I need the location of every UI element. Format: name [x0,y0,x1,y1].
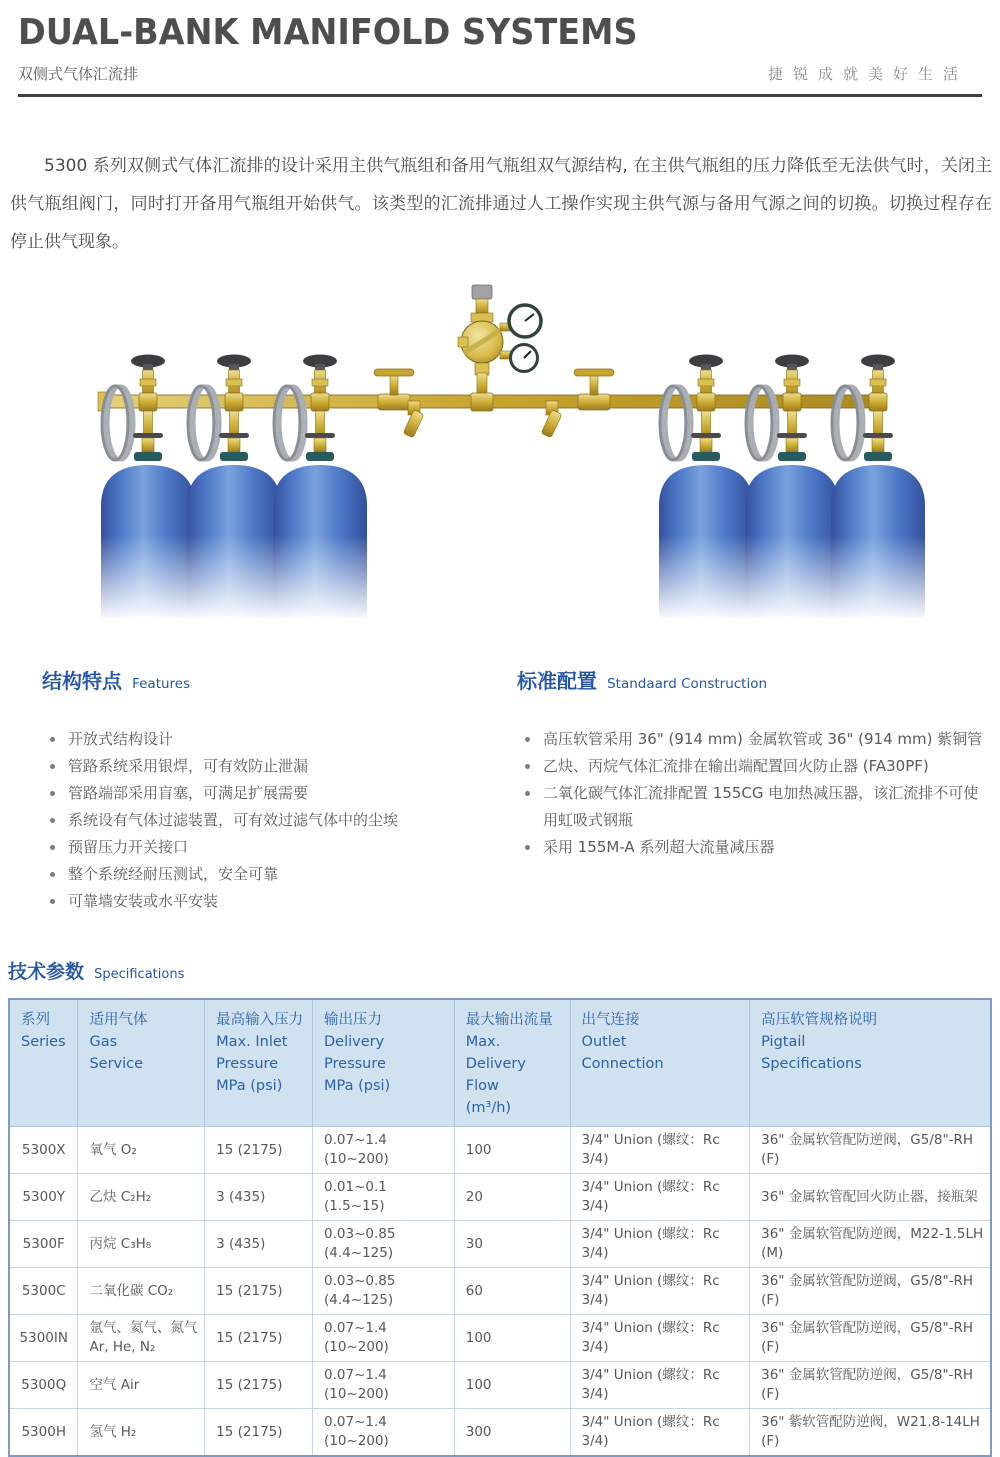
cell-flow: 300 [454,1409,570,1457]
feature-item: 预留压力开关接口 [42,834,482,861]
cell-pigtail: 36" 金属软管配防逆阀，G5/8"-RH (F) [750,1268,991,1315]
features-list [42,726,482,915]
cell-outlet: 3/4" Union (螺纹：Rc 3/4) [570,1409,750,1457]
specs-title-cn: 技术参数 [8,961,85,983]
features-title-cn: 结构特点 [42,669,122,693]
cell-delivery-pressure: 0.03~0.85 (4.4~125) [313,1268,455,1315]
cell-delivery-pressure: 0.03~0.85 (4.4~125) [313,1221,455,1268]
table-header-cell: 最大输出流量 Max. Delivery Flow (m³/h) [454,999,570,1127]
table-row [9,1221,991,1268]
cell-outlet: 3/4" Union (螺纹：Rc 3/4) [570,1268,750,1315]
cell-pigtail: 36" 金属软管配防逆阀，G5/8"-RH (F) [750,1362,991,1409]
feature-item: 开放式结构设计 [42,726,482,753]
brand-slogan: 捷锐成就美好生活 [767,65,968,83]
table-row [9,1409,991,1457]
standard-section [517,665,987,915]
cell-series: 5300X [9,1127,78,1174]
cell-inlet-pressure: 3 (435) [205,1221,313,1268]
cell-flow: 20 [454,1174,570,1221]
cell-delivery-pressure: 0.07~1.4 (10~200) [313,1362,455,1409]
table-header-cell: 高压软管规格说明 Pigtail Specifications [750,999,991,1127]
standard-title-en: Standaard Construction [607,676,768,692]
standard-title [517,665,987,694]
cell-series: 5300IN [9,1315,78,1362]
page-header [0,0,1000,97]
standard-item: 二氧化碳气体汇流排配置 155CG 电加热减压器，该汇流排不可使用虹吸式钢瓶 [517,780,987,834]
cell-delivery-pressure: 0.07~1.4 (10~200) [313,1127,455,1174]
table-header-cell: 最高输入压力 Max. Inlet Pressure MPa (psi) [205,999,313,1127]
intro-paragraph: 5300 系列双侧式气体汇流排的设计采用主供气瓶组和备用气瓶组双气源结构, 在主供气瓶组的压力降低至无法供气时，关闭主供气瓶组阀门，同时打开备用气瓶组开始供气。该类型的汇流排通过人工操作实现主供气源与备用气源之间的切换。切换过程存在停止供气现象。 [10,156,992,252]
table-row [9,1362,991,1409]
table-header-cell: 系列 Series [9,999,78,1127]
cell-gas: 氩气、氦气、氮气 Ar, He, N₂ [78,1315,205,1362]
cell-outlet: 3/4" Union (螺纹：Rc 3/4) [570,1221,750,1268]
cell-pigtail: 36" 紫软管配防逆阀，W21.8-14LH (F) [750,1409,991,1457]
feature-item: 可靠墙安装或水平安装 [42,888,482,915]
features-title-en: Features [132,676,191,692]
cell-flow: 100 [454,1127,570,1174]
table-header-cell: 输出压力 Delivery Pressure MPa (psi) [313,999,455,1127]
cell-pigtail: 36" 金属软管配防逆阀，M22-1.5LH (M) [750,1221,991,1268]
page-subtitle-cn: 双侧式气体汇流排 [18,65,139,83]
standard-list [517,726,987,861]
cell-flow: 30 [454,1221,570,1268]
specs-table [8,998,992,1457]
cell-inlet-pressure: 15 (2175) [205,1315,313,1362]
bank-isolation-valve [574,369,614,410]
table-row [9,1315,991,1362]
cell-delivery-pressure: 0.01~0.1 (1.5~15) [313,1174,455,1221]
cell-flow: 100 [454,1362,570,1409]
standard-item: 采用 155M-A 系列超大流量减压器 [517,834,987,861]
cell-delivery-pressure: 0.07~1.4 (10~200) [313,1409,455,1457]
standard-item: 乙炔、丙烷气体汇流排在输出端配置回火防止器 (FA30PF) [517,753,987,780]
cell-gas: 氧气 O₂ [78,1127,205,1174]
feature-item: 管路系统采用银焊，可有效防止泄漏 [42,753,482,780]
cell-delivery-pressure: 0.07~1.4 (10~200) [313,1315,455,1362]
page-title: DUAL-BANK MANIFOLD SYSTEMS [18,12,638,53]
cell-outlet: 3/4" Union (螺纹：Rc 3/4) [570,1174,750,1221]
cell-inlet-pressure: 15 (2175) [205,1127,313,1174]
regulator [458,285,541,411]
cell-pigtail: 36" 金属软管配回火防止器，接瓶架 [750,1174,991,1221]
feature-item: 管路端部采用盲塞，可满足扩展需要 [42,780,482,807]
cell-series: 5300C [9,1268,78,1315]
cell-series: 5300F [9,1221,78,1268]
feature-item: 系统设有气体过滤装置，可有效过滤气体中的尘埃 [42,807,482,834]
features-section [42,665,482,915]
feature-item: 整个系统经耐压测试，安全可靠 [42,861,482,888]
cell-inlet-pressure: 15 (2175) [205,1362,313,1409]
table-header-cell: 出气连接 Outlet Connection [570,999,750,1127]
table-row [9,1268,991,1315]
table-row [9,1127,991,1174]
cell-flow: 100 [454,1315,570,1362]
cell-series: 5300Y [9,1174,78,1221]
features-title [42,665,482,694]
cell-series: 5300H [9,1409,78,1457]
standard-title-cn: 标准配置 [517,669,597,693]
table-header-cell: 适用气体 Gas Service [78,999,205,1127]
product-illustration [38,273,943,621]
table-header-row [9,999,991,1127]
cell-flow: 60 [454,1268,570,1315]
cell-outlet: 3/4" Union (螺纹：Rc 3/4) [570,1315,750,1362]
cell-gas: 乙炔 C₂H₂ [78,1174,205,1221]
cell-gas: 空气 Air [78,1362,205,1409]
specs-title-en: Specifications [94,967,185,982]
cell-outlet: 3/4" Union (螺纹：Rc 3/4) [570,1362,750,1409]
cell-outlet: 3/4" Union (螺纹：Rc 3/4) [570,1127,750,1174]
specs-title [8,957,992,984]
cell-pigtail: 36" 金属软管配防逆阀，G5/8"-RH (F) [750,1127,991,1174]
cell-inlet-pressure: 15 (2175) [205,1268,313,1315]
cell-gas: 丙烷 C₃H₈ [78,1221,205,1268]
cell-gas: 氢气 H₂ [78,1409,205,1457]
cell-inlet-pressure: 3 (435) [205,1174,313,1221]
cell-series: 5300Q [9,1362,78,1409]
table-row [9,1174,991,1221]
specs-section [8,957,992,1457]
header-divider [18,94,982,97]
cell-inlet-pressure: 15 (2175) [205,1409,313,1457]
standard-item: 高压软管采用 36" (914 mm) 金属软管或 36" (914 mm) 紫铜管 [517,726,987,753]
cell-pigtail: 36" 金属软管配防逆阀，G5/8"-RH (F) [750,1315,991,1362]
cell-gas: 二氧化碳 CO₂ [78,1268,205,1315]
